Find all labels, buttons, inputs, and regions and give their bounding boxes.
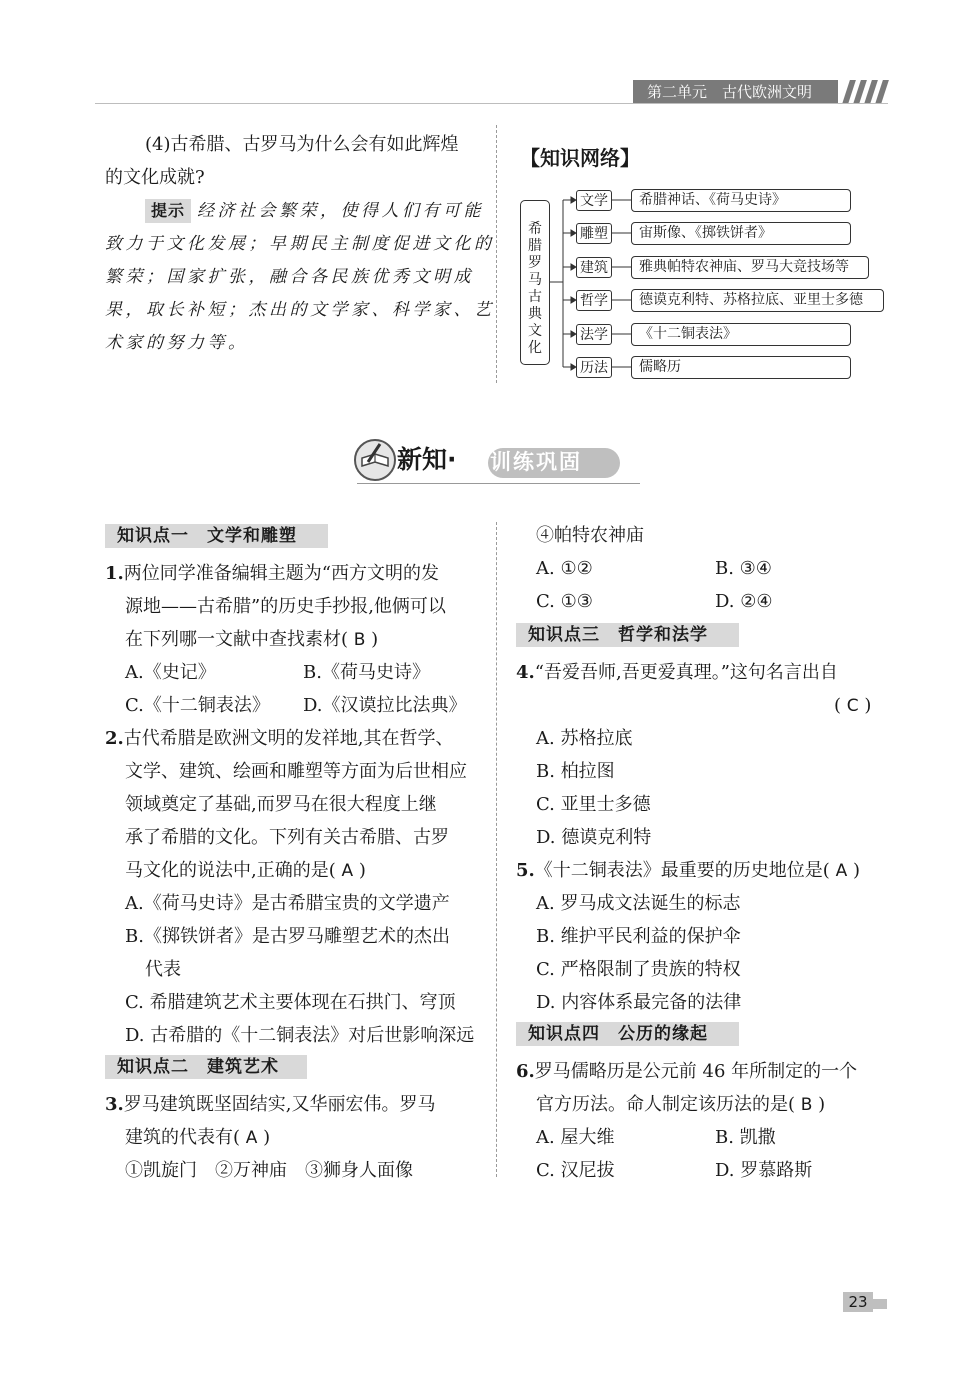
q4-open-line2: 的文化成就? bbox=[105, 167, 205, 188]
root-char: 典 bbox=[528, 306, 542, 322]
q6-text-2: 官方历法。命人制定该历法的是( bbox=[536, 1094, 796, 1115]
q4-text-1: “吾爱吾师,吾更爱真理。”这句名言出自 bbox=[534, 662, 838, 683]
q2-text-1: 古代希腊是欧洲文明的发祥地,其在哲学、 bbox=[123, 728, 454, 749]
network-category-philosophy: 哲学 bbox=[576, 290, 612, 311]
q3-line4: ④帕特农神庙 bbox=[536, 525, 644, 546]
q2-option-a: A.《荷马史诗》是古希腊宝贵的文学遗产 bbox=[125, 893, 450, 914]
header-stripe bbox=[875, 80, 889, 104]
q1-line1 bbox=[105, 557, 439, 590]
q1-line3 bbox=[125, 623, 378, 657]
q2-option-c: C. 希腊建筑艺术主要体现在石拱门、穹顶 bbox=[125, 992, 456, 1013]
q3-text-1: 罗马建筑既坚固结实,又华丽宏伟。罗马 bbox=[123, 1094, 436, 1115]
network-item-literature: 希腊神话、《荷马史诗》 bbox=[631, 189, 851, 212]
q3-option-a: A. ①② bbox=[536, 558, 593, 579]
q2-close: ) bbox=[358, 860, 366, 881]
section-heading-3: 知识点三 哲学和法学 bbox=[516, 623, 739, 647]
q6-option-c: C. 汉尼拔 bbox=[536, 1160, 615, 1181]
q6-option-b: B. 凯撒 bbox=[715, 1127, 776, 1148]
q2-option-d: D. 古希腊的《十二铜表法》对后世影响深远 bbox=[125, 1025, 475, 1046]
q5-number: 5. bbox=[516, 860, 535, 881]
q2-line1 bbox=[105, 722, 454, 755]
hint-line2: 致力于文化发展；早期民主制度促进文化的 bbox=[105, 234, 495, 254]
q4-option-d: D. 德谟克利特 bbox=[536, 827, 652, 848]
q1-option-c: C.《十二铜表法》 bbox=[125, 695, 270, 716]
q2-line4: 承了希腊的文化。下列有关古希腊、古罗 bbox=[125, 827, 449, 848]
network-item-law: 《十二铜表法》 bbox=[631, 323, 851, 346]
network-category-architecture: 建筑 bbox=[576, 257, 612, 278]
q1-option-b: B.《荷马史诗》 bbox=[303, 662, 430, 683]
section-heading-2: 知识点二 建筑艺术 bbox=[105, 1055, 307, 1079]
q2-line2: 文学、建筑、绘画和雕塑等方面为后世相应 bbox=[125, 761, 467, 782]
root-char: 希 bbox=[528, 221, 542, 237]
q5-close: ) bbox=[852, 860, 860, 881]
network-item-sculpture: 宙斯像、《掷铁饼者》 bbox=[631, 222, 851, 245]
q3-option-b: B. ③④ bbox=[715, 558, 772, 579]
q1-text-1: 两位同学准备编辑主题为“西方文明的发 bbox=[123, 563, 439, 584]
q4-answer-line bbox=[834, 689, 871, 723]
q6-text-1: 罗马儒略历是公元前 46 年所制定的一个 bbox=[534, 1061, 858, 1082]
q2-line3: 领域奠定了基础,而罗马在很大程度上继 bbox=[125, 794, 437, 815]
network-item-architecture: 雅典帕特农神庙、罗马大竞技场等 bbox=[631, 256, 869, 279]
network-root-node bbox=[520, 200, 550, 365]
q1-answer: B bbox=[353, 630, 366, 650]
section-heading-1: 知识点一 文学和雕塑 bbox=[105, 524, 328, 548]
section-heading-4: 知识点四 公历的缘起 bbox=[516, 1022, 739, 1046]
knowledge-network-title: 【知识网络】 bbox=[520, 146, 640, 170]
q4-line1 bbox=[516, 656, 838, 689]
q2-answer: A bbox=[341, 861, 354, 881]
network-connectors bbox=[549, 190, 639, 375]
q5-option-a: A. 罗马成文法诞生的标志 bbox=[536, 893, 741, 914]
column-divider-bottom bbox=[496, 522, 497, 1177]
page-number: 23 bbox=[843, 1292, 873, 1312]
book-pen-icon bbox=[352, 436, 398, 482]
network-category-calendar: 历法 bbox=[576, 357, 612, 378]
banner-title: 新知· bbox=[397, 445, 457, 474]
q5-line1 bbox=[516, 854, 860, 888]
q6-number: 6. bbox=[516, 1061, 535, 1082]
hint-line1 bbox=[145, 195, 484, 228]
hint-line4: 果，取长补短；杰出的文学家、科学家、艺 bbox=[105, 300, 495, 320]
q5-option-c: C. 严格限制了贵族的特权 bbox=[536, 959, 741, 980]
q4-answer: C bbox=[846, 696, 859, 716]
q4-option-c: C. 亚里士多德 bbox=[536, 794, 651, 815]
q1-option-d: D.《汉谟拉比法典》 bbox=[303, 695, 467, 716]
network-category-sculpture: 雕塑 bbox=[576, 223, 612, 244]
q3-option-c: C. ①③ bbox=[536, 591, 593, 612]
q1-number: 1. bbox=[105, 563, 124, 584]
q6-close: ) bbox=[818, 1094, 826, 1115]
q1-option-a: A.《史记》 bbox=[125, 662, 216, 683]
q2-line5 bbox=[125, 854, 366, 888]
column-divider-top bbox=[496, 125, 497, 383]
network-item-calendar: 儒略历 bbox=[631, 356, 851, 379]
q5-answer: A bbox=[835, 861, 848, 881]
q3-number: 3. bbox=[105, 1094, 124, 1115]
q6-option-d: D. 罗慕路斯 bbox=[715, 1160, 813, 1181]
network-item-philosophy: 德谟克利特、苏格拉底、亚里士多德 bbox=[631, 289, 884, 312]
hint-text-1: 经济社会繁荣，使得人们有可能 bbox=[197, 201, 485, 221]
hint-line3: 繁荣；国家扩张，融合各民族优秀文明成 bbox=[105, 267, 474, 287]
q6-answer: B bbox=[800, 1095, 813, 1115]
q1-close: ) bbox=[371, 629, 379, 650]
root-char: 腊 bbox=[528, 238, 542, 254]
q4-open: ( bbox=[834, 695, 842, 716]
q6-option-a: A. 屋大维 bbox=[536, 1127, 615, 1148]
q5-option-b: B. 维护平民利益的保护伞 bbox=[536, 926, 741, 947]
root-char: 古 bbox=[528, 289, 542, 305]
q4-close: ) bbox=[864, 695, 872, 716]
q1-text-3: 在下列哪一文献中查找素材( bbox=[125, 629, 349, 650]
q1-line2: 源地——古希腊”的历史手抄报,他俩可以 bbox=[125, 596, 446, 617]
q2-option-b-cont: 代表 bbox=[145, 959, 181, 980]
q4-number: 4. bbox=[516, 662, 535, 683]
q3-line3: ①凯旋门 ②万神庙 ③狮身人面像 bbox=[125, 1160, 413, 1181]
q4-option-a: A. 苏格拉底 bbox=[536, 728, 633, 749]
root-char: 化 bbox=[528, 340, 542, 356]
q4-option-b: B. 柏拉图 bbox=[536, 761, 615, 782]
hint-tag: 提示 bbox=[145, 199, 191, 223]
root-char: 马 bbox=[528, 272, 542, 288]
q3-close: ) bbox=[263, 1127, 271, 1148]
root-char: 罗 bbox=[528, 255, 542, 271]
hint-line5: 术家的努力等。 bbox=[105, 333, 249, 353]
network-category-law: 法学 bbox=[576, 324, 612, 345]
page-number-tab bbox=[873, 1299, 887, 1309]
q3-text-2: 建筑的代表有( bbox=[125, 1127, 241, 1148]
q3-answer: A bbox=[245, 1128, 258, 1148]
banner-underline bbox=[357, 483, 640, 484]
q2-text-5: 马文化的说法中,正确的是( bbox=[125, 860, 336, 881]
q5-option-d: D. 内容体系最完备的法律 bbox=[536, 992, 742, 1013]
q3-option-d: D. ②④ bbox=[715, 591, 773, 612]
q4-open-line1: (4)古希腊、古罗马为什么会有如此辉煌 bbox=[145, 134, 459, 155]
banner-subtitle: 训练巩固 bbox=[490, 450, 582, 474]
q6-line1 bbox=[516, 1055, 857, 1088]
header-rule bbox=[95, 103, 888, 104]
root-char: 文 bbox=[528, 323, 542, 339]
q2-number: 2. bbox=[105, 728, 124, 749]
q3-line2 bbox=[125, 1121, 270, 1155]
network-category-literature: 文学 bbox=[576, 190, 612, 211]
q3-line1 bbox=[105, 1088, 436, 1121]
q6-line2 bbox=[536, 1088, 825, 1122]
unit-header: 第二单元 古代欧洲文明 bbox=[633, 80, 838, 104]
q2-option-b: B.《掷铁饼者》是古罗马雕塑艺术的杰出 bbox=[125, 926, 450, 947]
q5-text-1: 《十二铜表法》最重要的历史地位是( bbox=[534, 860, 830, 881]
